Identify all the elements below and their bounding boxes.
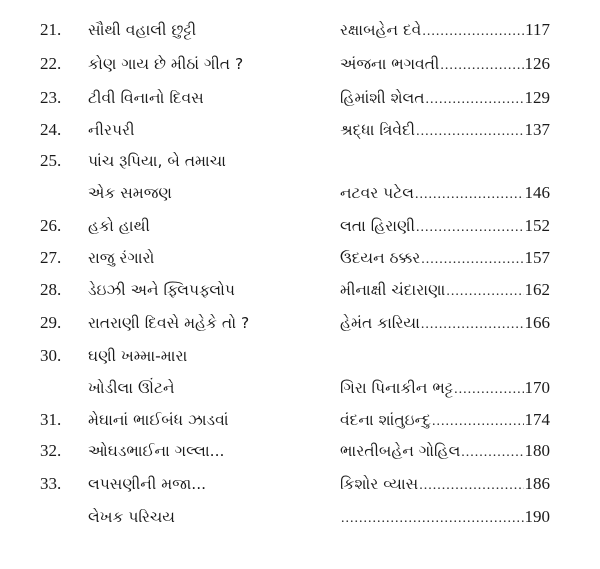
entry-number: 21. [40,20,62,39]
entry-page-number: 117 [525,20,550,39]
entry-author: કિશોર વ્યાસ [340,475,419,493]
entry-author-line [340,51,550,77]
entry-title: નીરપરી [88,121,135,139]
entry-author: ગિરા પિનાકીન ભટ્ટ [340,379,454,397]
entry-title: લપસણીની મજા... [88,475,207,493]
entry-author-line [340,117,550,143]
entry-author: ઉદયન ઠક્કર [340,249,421,267]
entry-page-number: 170 [524,378,550,397]
entry-page-number: 162 [524,280,550,299]
toc-row [0,213,600,239]
entry-page-number: 186 [524,474,550,493]
entry-title: રાતરાણી દિવસે મહેકે તો ? [88,314,250,332]
entry-title: સૌથી વહાલી છુટ્ટી [88,21,197,39]
entry-author-line [340,375,550,401]
toc-row [0,85,600,111]
entry-author-line [340,277,550,303]
entry-number: 32. [40,441,62,460]
entry-author: નટવર પટેલ [340,184,414,202]
entry-title: ઘણી ખમ્મા-મારા [88,347,188,365]
entry-number: 27. [40,248,62,267]
dot-leader [426,87,524,113]
entry-page-number: 166 [524,313,550,332]
entry-author-line [340,407,550,433]
entry-number: 22. [40,54,62,73]
entry-title: ખોડીલા ઊંટને [88,379,175,397]
dot-leader [422,19,524,45]
entry-author-line [340,504,550,530]
entry-title: મેઘાનાં ભાઈબંધ ઝાડવાં [88,411,229,429]
entry-title: પાંચ રૂપિયા, બે તમાચા [88,152,226,170]
entry-author: લતા હિરાણી [340,217,416,235]
entry-page-number: 152 [524,216,550,235]
entry-number: 33. [40,474,62,493]
entry-author-line [340,471,550,497]
dot-leader [341,506,524,532]
entry-title: રાજુ રંગારો [88,249,155,267]
toc-row [0,407,600,433]
entry-number: 24. [40,120,62,139]
dot-leader [446,279,523,305]
entry-page-number: 174 [524,410,550,429]
entry-author-line [340,438,550,464]
toc-row [0,343,600,369]
toc-row [0,310,600,336]
entry-author-line [340,85,550,111]
toc-row [0,51,600,77]
entry-page-number: 190 [524,507,550,526]
dot-leader [440,53,523,79]
dot-leader [454,377,523,403]
entry-author-line [340,17,550,43]
toc-row [0,438,600,464]
entry-author-line [340,180,550,206]
entry-page-number: 157 [524,248,550,267]
entry-author: રક્ષાબહેન દવે [340,21,422,39]
dot-leader [419,473,523,499]
toc-row [0,117,600,143]
entry-author-line [340,245,550,271]
entry-author: અંજના ભગવતી [340,55,440,73]
toc-row [0,277,600,303]
entry-title: એક સમજણ [88,184,172,202]
dot-leader [421,247,523,273]
entry-page-number: 129 [524,88,550,107]
entry-number: 30. [40,346,62,365]
entry-author: હેમંત કારિયા [340,314,420,332]
entry-author: ભારતીબહેન ગોહિલ [340,442,461,460]
toc-row [0,504,600,530]
dot-leader [432,409,523,435]
toc-row [0,148,600,174]
entry-author-line [340,310,550,336]
entry-page-number: 146 [524,183,550,202]
entry-page-number: 137 [524,120,550,139]
toc-row [0,471,600,497]
entry-number: 29. [40,313,62,332]
entry-number: 23. [40,88,62,107]
toc-row [0,180,600,206]
entry-page-number: 180 [524,441,550,460]
dot-leader [415,182,524,208]
entry-title: લેખક પરિચય [88,508,175,526]
dot-leader [416,119,523,145]
entry-number: 28. [40,280,62,299]
entry-author: હિમાંશી શેલત [340,89,425,107]
entry-author-line [340,213,550,239]
entry-number: 25. [40,151,62,170]
dot-leader [416,215,523,241]
entry-title: ડેઇઝી અને ફ્લિપફ્લોપ [88,281,235,299]
toc-row [0,375,600,401]
entry-number: 31. [40,410,62,429]
entry-title: ઓઘડભાઈના ગલ્લા... [88,442,225,460]
dot-leader [461,440,523,466]
entry-title: હકો હાથી [88,217,150,235]
dot-leader [421,312,524,338]
entry-author: વંદના શાંતુઇન્દુ [340,411,432,429]
toc-row [0,245,600,271]
entry-author: મીનાક્ષી ચંદારાણા [340,281,446,299]
entry-title: ટીવી વિનાનો દિવસ [88,89,204,107]
toc-row [0,17,600,43]
entry-number: 26. [40,216,62,235]
entry-title: કોણ ગાય છે મીઠાં ગીત ? [88,55,244,73]
entry-author: શ્રદ્ધા ત્રિવેદી [340,121,416,139]
entry-page-number: 126 [524,54,550,73]
